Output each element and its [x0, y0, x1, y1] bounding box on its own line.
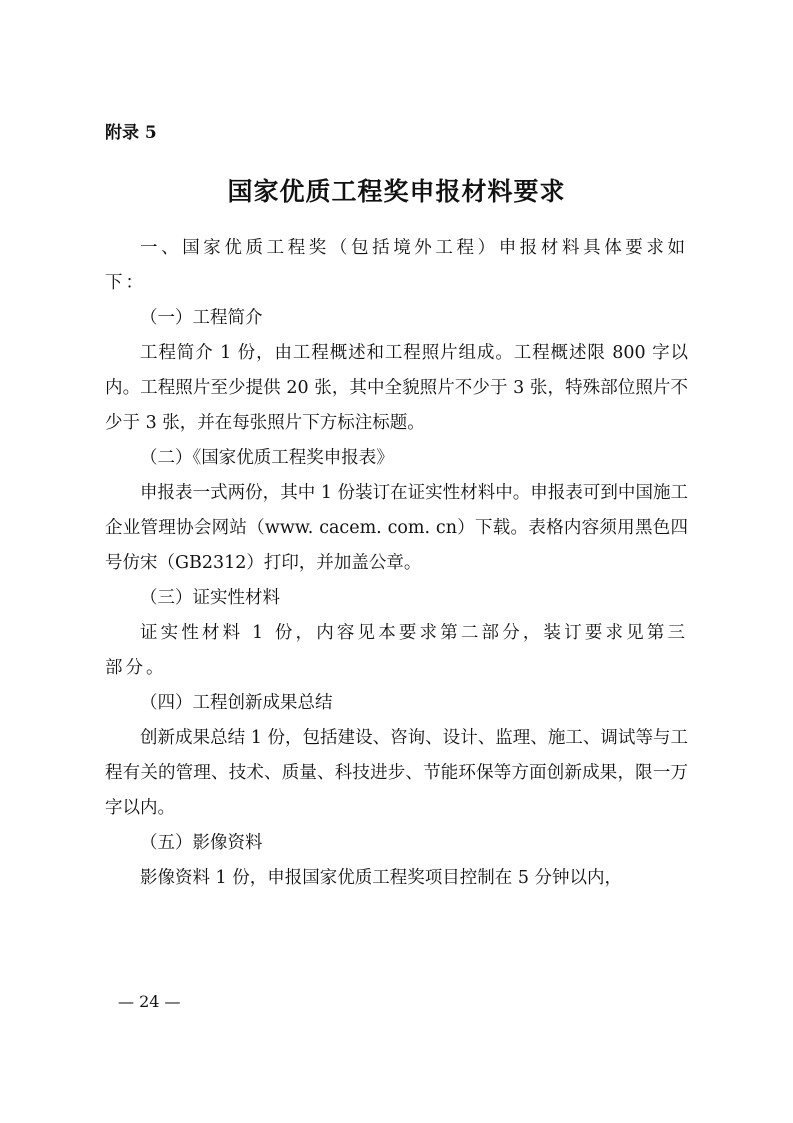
document-body	[105, 231, 688, 896]
paragraph-section-5: 影像资料 1 份，申报国家优质工程奖项目控制在 5 分钟以内，	[140, 868, 623, 888]
page-title: 国家优质工程奖申报材料要求	[227, 177, 566, 206]
paragraph-section-3: 证实性材料 1 份，内容见本要求第二部分，装订要求见第三部分。	[105, 623, 688, 678]
page-number: — 24 —	[118, 992, 181, 1011]
section-heading-2: （二）《国家优质工程奖申报表》	[140, 448, 394, 468]
section-heading-4: （四）工程创新成果总结	[140, 693, 333, 713]
section-heading-1: （一）工程简介	[140, 308, 263, 328]
paragraph-section-1: 工程简介 1 份，由工程概述和工程照片组成。工程概述限 800 字以内。工程照片至少提供 20 张，其中全貌照片不少于 3 张，特殊部位照片不少于 3 张，并在每张照片下方标注标题。	[105, 343, 688, 433]
paragraph-section-2: 申报表一式两份，其中 1 份装订在证实性材料中。申报表可到中国施工企业管理协会网站（www. cacem. com. cn）下载。表格内容须用黑色四号仿宋（GB2312）打印，并加盖公章。	[105, 483, 688, 573]
section-heading-5: （五）影像资料	[140, 833, 263, 853]
appendix-label: 附录 5	[105, 123, 157, 143]
section-heading-3: （三）证实性材料	[140, 588, 280, 608]
paragraph-intro: 一、国家优质工程奖（包括境外工程）申报材料具体要求如下：	[105, 238, 688, 293]
paragraph-section-4: 创新成果总结 1 份，包括建设、咨询、设计、监理、施工、调试等与工程有关的管理、技术、质量、科技进步、节能环保等方面创新成果，限一万字以内。	[105, 728, 688, 818]
